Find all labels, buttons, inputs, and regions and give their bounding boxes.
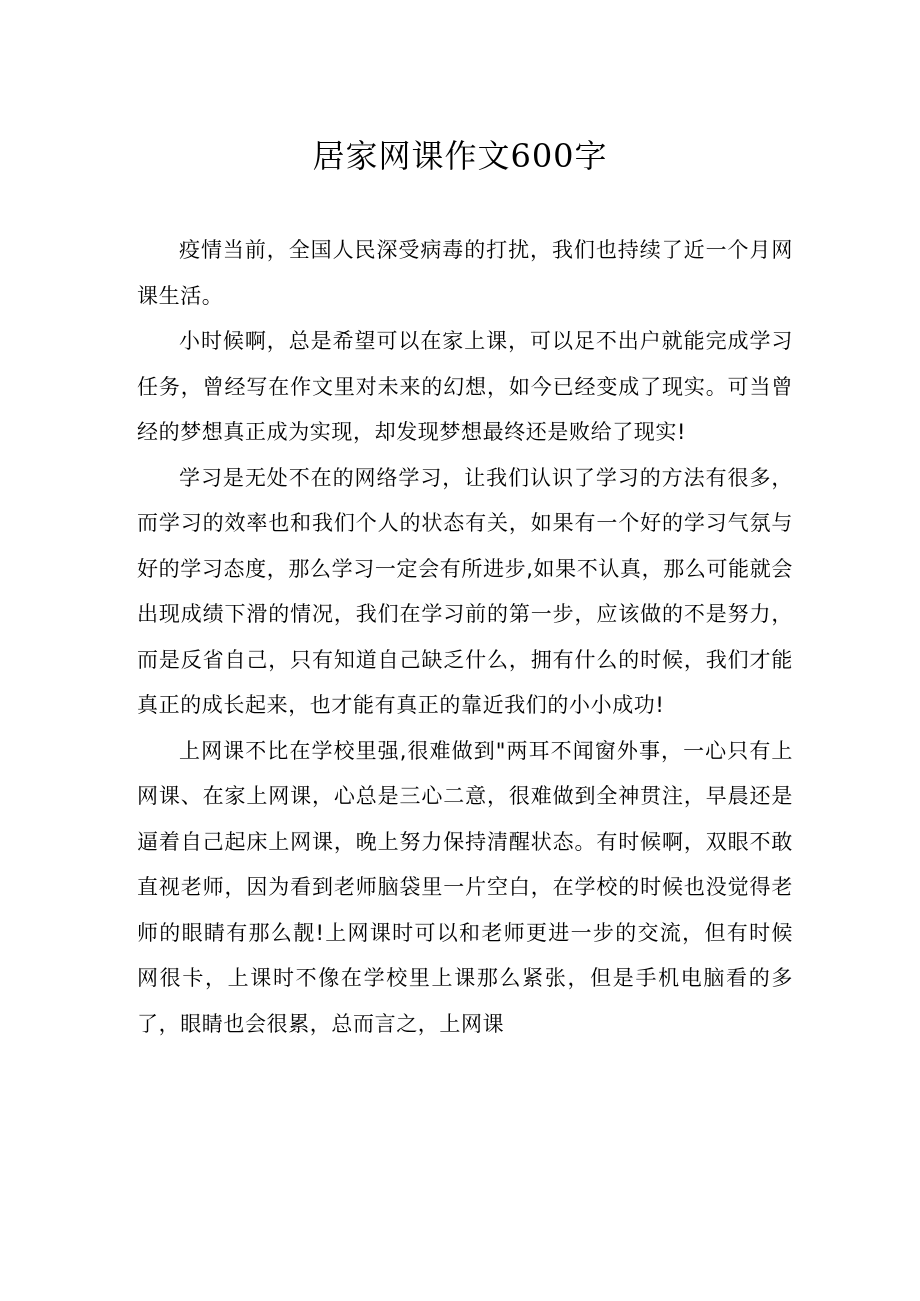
page-title: 居家网课作文600字 bbox=[312, 137, 608, 175]
paragraph-1: 疫情当前，全国人民深受病毒的打扰，我们也持续了近一个月网课生活。 bbox=[137, 238, 793, 308]
paragraph-3: 学习是无处不在的网络学习，让我们认识了学习的方法有很多，而学习的效率也和我们个人的状态有关，如果有一个好的学习气氛与好的学习态度，那么学习一定会有所进步,如果不认真，那么可能就会出现成绩下滑的情况，我们在学习前的第一步，应该做的不是努力，而是反省自己，只有知道自己缺乏什么，拥有什么的时候，我们才能真正的成长起来，也才能有真正的靠近我们的小小成功! bbox=[137, 465, 793, 717]
paragraph-4: 上网课不比在学校里强,很难做到"两耳不闻窗外事，一心只有上网课、在家上网课，心总是三心二意，很难做到全神贯注，早晨还是逼着自己起床上网课，晚上努力保持清醒状态。有时候啊，双眼不敢直视老师，因为看到老师脑袋里一片空白，在学校的时候也没觉得老师的眼睛有那么靓!上网课时可以和老师更进一步的交流，但有时候网很卡，上课时不像在学校里上课那么紧张，但是手机电脑看的多了，眼睛也会很累，总而言之，上网课 bbox=[137, 738, 793, 1036]
paragraph-2: 小时候啊，总是希望可以在家上课，可以足不出户就能完成学习任务，曾经写在作文里对未来的幻想，如今已经变成了现实。可当曾经的梦想真正成为实现，却发现梦想最终还是败给了现实! bbox=[137, 329, 793, 444]
essay-body bbox=[137, 228, 793, 1047]
